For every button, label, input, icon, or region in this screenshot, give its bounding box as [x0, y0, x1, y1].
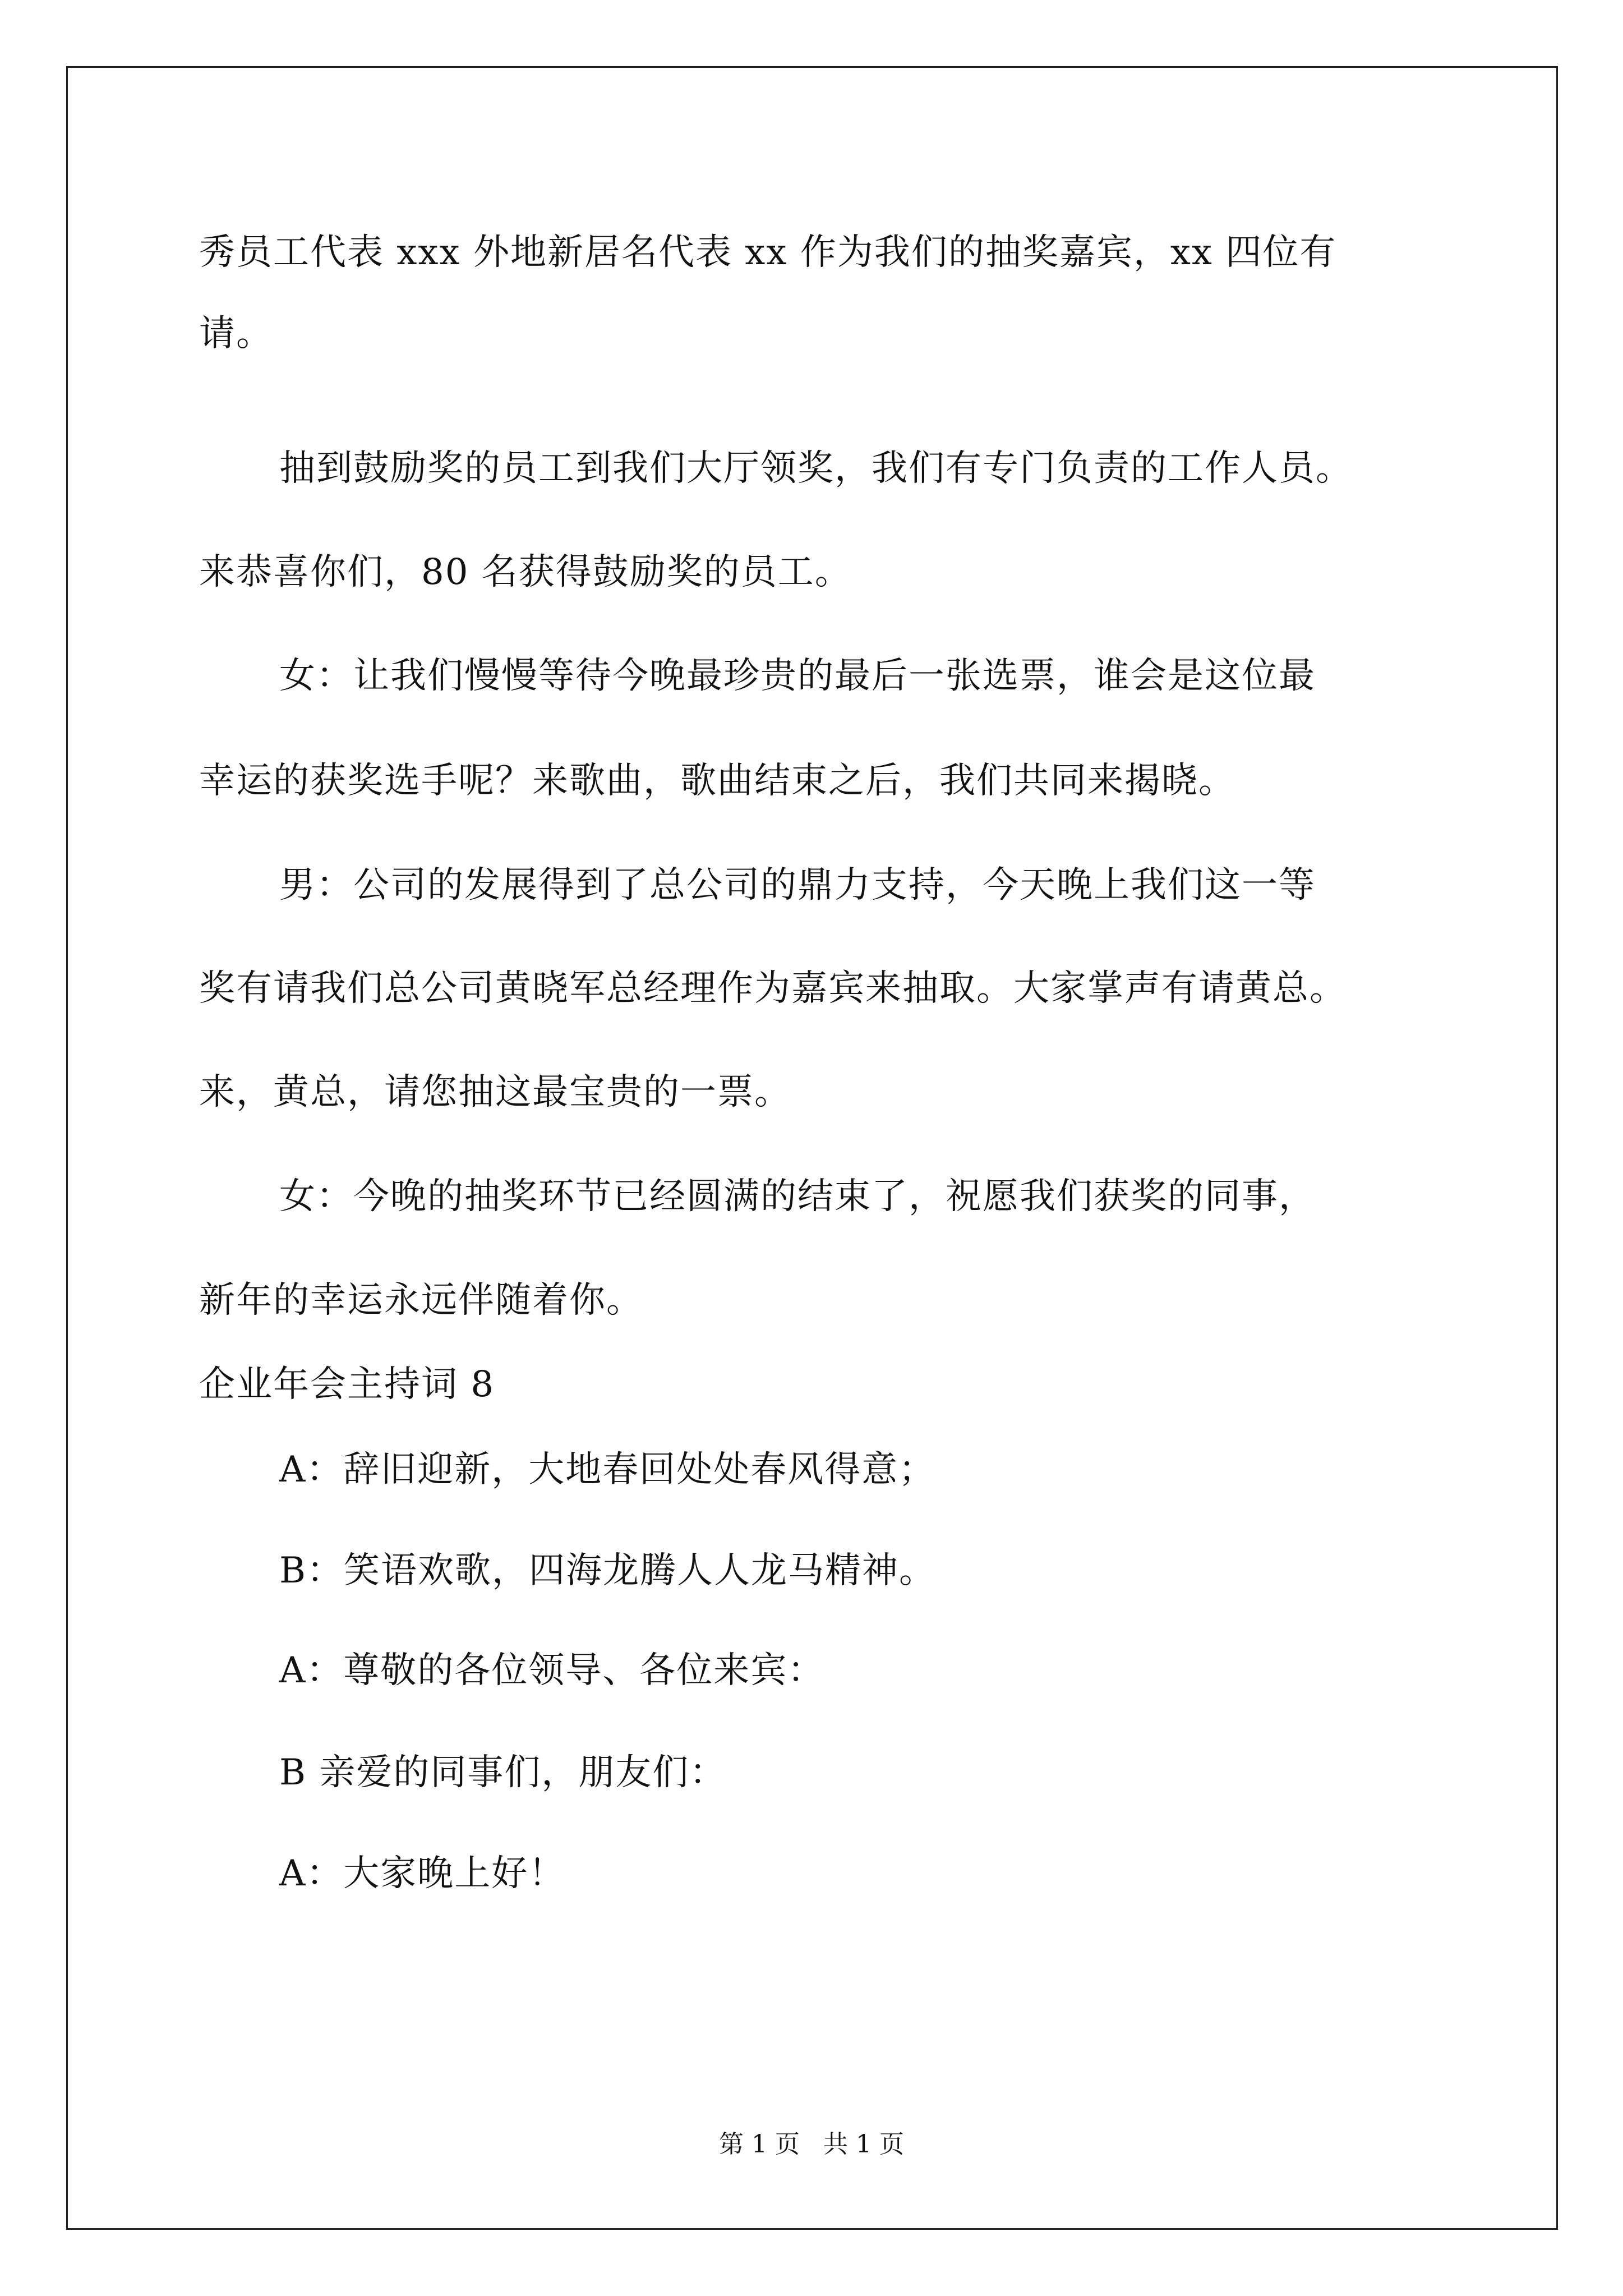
text-line-7: 男：公司的发展得到了总公司的鼎力支持，今天晚上我们这一等 — [279, 864, 1316, 906]
text-line-3: 抽到鼓励奖的员工到我们大厅领奖，我们有专门负责的工作人员。 — [279, 448, 1353, 489]
text-line-10: 女：今晚的抽奖环节已经圆满的结束了，祝愿我们获奖的同事， — [279, 1176, 1316, 1217]
text-line-2: 请。 — [199, 313, 273, 355]
page-number-footer: 第 1 页 共 1 页 — [719, 2130, 904, 2159]
text-line-16: B 亲爱的同事们，朋友们： — [279, 1752, 727, 1793]
text-line-13: A：辞旧迎新，大地春回处处春风得意； — [279, 1449, 936, 1490]
text-line-5: 女：让我们慢慢等待今晚最珍贵的最后一张选票，谁会是这位最 — [279, 655, 1316, 697]
text-line-17: A：大家晚上好！ — [279, 1853, 566, 1894]
page-border — [66, 66, 1558, 2230]
text-line-8: 奖有请我们总公司黄晓军总经理作为嘉宾来抽取。大家掌声有请黄总。 — [199, 968, 1347, 1009]
text-line-9: 来，黄总，请您抽这最宝贵的一票。 — [199, 1071, 791, 1113]
section-heading: 企业年会主持词 8 — [199, 1364, 495, 1405]
text-line-1: 秀员工代表 xxx 外地新居名代表 xx 作为我们的抽奖嘉宾，xx 四位有 — [199, 232, 1337, 273]
text-line-15: A：尊敬的各位领导、各位来宾： — [279, 1650, 825, 1691]
text-line-14: B：笑语欢歌，四海龙腾人人龙马精神。 — [279, 1550, 937, 1591]
text-line-4: 来恭喜你们，80 名获得鼓励奖的员工。 — [199, 551, 852, 593]
text-line-11: 新年的幸运永远伴随着你。 — [199, 1280, 643, 1321]
text-line-6: 幸运的获奖选手呢？来歌曲，歌曲结束之后，我们共同来揭晓。 — [199, 760, 1235, 802]
